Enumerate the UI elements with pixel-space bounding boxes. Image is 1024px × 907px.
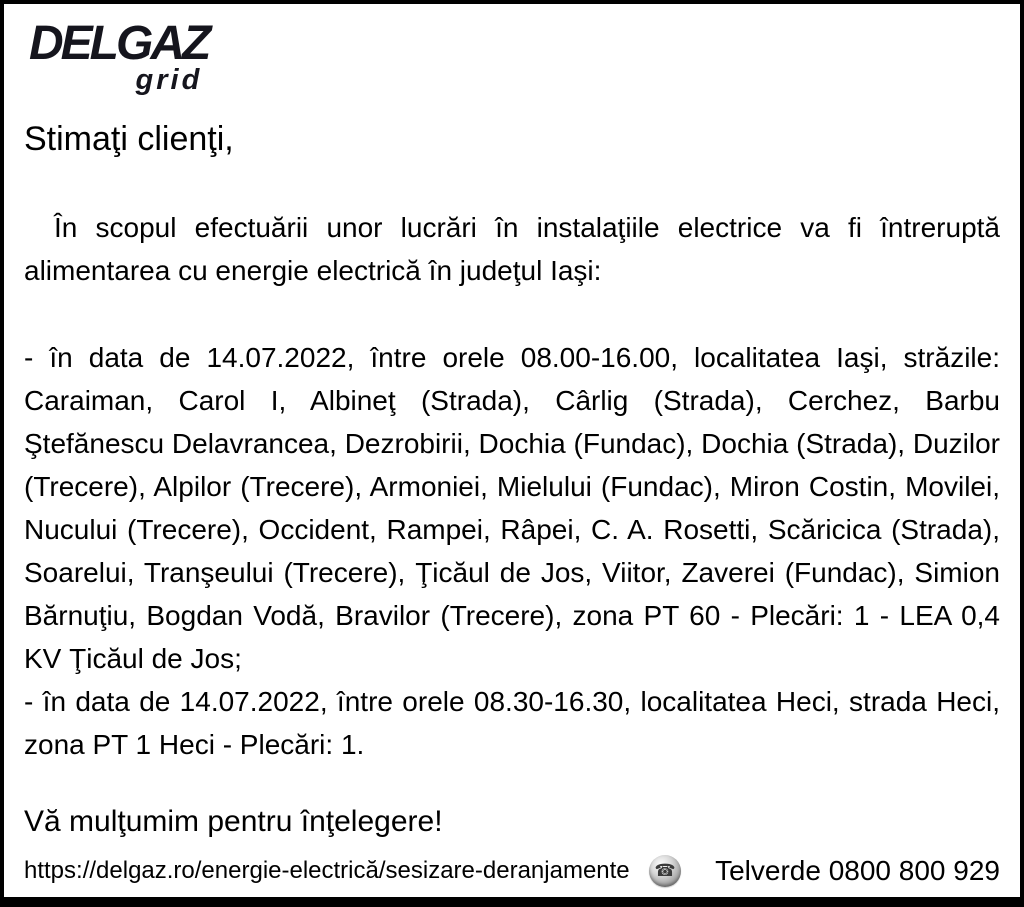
- outage-entry-iasi: - în data de 14.07.2022, între orele 08.00-16.00, localitatea Iaşi, străzile: Caraiman, Carol I, Albineţ (Strada), Cârlig (Strada), Cerchez, Barbu Ştefănescu Delavrancea, Dezrobirii, Dochia (Fundac), Dochia (Strada), Duzilor (Trecere), Alpilor (Trecere), Armoniei, Mielului (Fundac), Miron Costin, Movilei, Nucului (Trecere), Occident, Rampei, Râpei, C. A. Rosetti, Scăricica (Strada), Soarelui, Tranşeului (Trecere), Ţicăul de Jos, Viitor, Zaverei (Fundac), Simion Bărnuţiu, Bogdan Vodă, Bravilor (Trecere), zona PT 60 - Plecări: 1 - LEA 0,4 KV Ţicăul de Jos;: [24, 341, 1000, 674]
- outage-entry-heci: - în data de 14.07.2022, între orele 08.30-16.30, localitatea Heci, strada Heci, zona PT 1 Heci - Plecări: 1.: [24, 685, 1000, 760]
- greeting-text: Stimaţi clienţi,: [24, 120, 234, 158]
- telephone-icon: [649, 855, 681, 887]
- telephone-icon-glyph: ☎: [654, 861, 676, 881]
- footer-bar: [24, 855, 1000, 887]
- delgaz-logo-grid-label: grid: [135, 64, 203, 96]
- closing-text: Vă mulţumim pentru înţelegere!: [24, 804, 443, 838]
- footer-url: https://delgaz.ro/energie-electrică/sesizare-deranjamente: [24, 857, 630, 884]
- delgaz-logo: [29, 17, 209, 96]
- poster-content: [4, 17, 1020, 841]
- outage-list: [24, 336, 1000, 766]
- telverde-phone-number: Telverde 0800 800 929: [715, 855, 1000, 886]
- delgaz-logo-wordmark: DELGAZ: [29, 17, 209, 70]
- intro-paragraph: În scopul efectuării unor lucrări în instalaţiile electrice va fi întreruptă alimentarea cu energie electrică în judeţul Iaşi:: [24, 211, 1000, 286]
